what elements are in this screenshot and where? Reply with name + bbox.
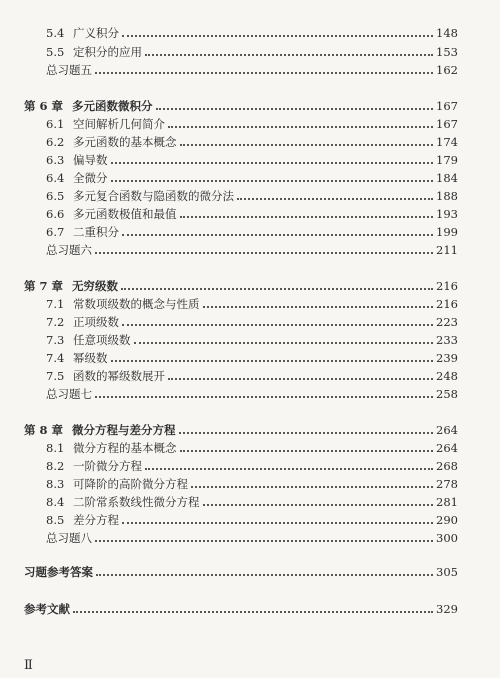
dot-leader [134,342,434,344]
dot-leader [111,162,434,164]
entry-number: 8.1 [46,441,65,455]
toc-section-entry [46,131,458,149]
dot-leader [180,144,434,146]
entry-number: 6.3 [46,153,65,167]
entry-page-number: 153 [436,45,458,59]
entry-number: 7.2 [46,315,65,329]
entry-number: 8.4 [46,495,65,509]
entry-title: 广义积分 [73,26,119,40]
entry-page-number: 281 [436,495,458,509]
toc-exercise-entry [46,239,458,257]
dot-leader [145,468,433,470]
entry-title: 可降阶的高阶微分方程 [73,477,188,491]
toc-section-entry [46,203,458,221]
toc-section-entry [46,509,458,527]
dot-leader [145,54,433,56]
entry-page-number: 258 [436,387,458,401]
entry-number: 8.3 [46,477,65,491]
entry-number: 第 6 章 [24,99,64,113]
entry-page-number: 174 [436,135,458,149]
dot-leader [180,450,434,452]
entry-number: 6.5 [46,189,65,203]
entry-title: 微分方程的基本概念 [73,441,177,455]
dot-leader [121,288,433,290]
dot-leader [122,522,433,524]
entry-page-number: 179 [436,153,458,167]
toc-section-entry [46,167,458,185]
entry-number: 8.2 [46,459,65,473]
toc-section-entry [46,329,458,347]
entry-number: 8.5 [46,513,65,527]
dot-leader [156,108,434,110]
dot-leader [191,486,433,488]
entry-page-number: 216 [436,279,458,293]
entry-number: 6.1 [46,117,65,131]
dot-leader [237,198,433,200]
dot-leader [111,360,434,362]
entry-title: 无穷级数 [72,279,118,293]
dot-leader [95,396,433,398]
toc-chapter-entry [24,95,458,113]
toc-section-entry [46,473,458,491]
entry-number: 6.6 [46,207,65,221]
entry-number: 7.5 [46,369,65,383]
entry-page-number: 233 [436,333,458,347]
toc-section-entry [46,365,458,383]
entry-page-number: 167 [436,117,458,131]
entry-number: 6.2 [46,135,65,149]
dot-leader [95,72,433,74]
entry-page-number: 290 [436,513,458,527]
entry-title: 函数的幂级数展开 [73,369,165,383]
entry-title: 全微分 [73,171,108,185]
entry-page-number: 184 [436,171,458,185]
entry-title: 正项级数 [73,315,119,329]
entry-page-number: 188 [436,189,458,203]
entry-page-number: 248 [436,369,458,383]
toc-section-entry [46,455,458,473]
entry-title: 多元复合函数与隐函数的微分法 [73,189,234,203]
entry-title: 习题参考答案 [24,565,93,579]
entry-page-number: 239 [436,351,458,365]
entry-title: 参考文献 [24,602,70,616]
entry-page-number: 199 [436,225,458,239]
dot-leader [180,216,434,218]
entry-page-number: 162 [436,63,458,77]
entry-number: 6.7 [46,225,65,239]
entry-title: 常数项级数的概念与性质 [73,297,200,311]
entry-number: 6.4 [46,171,65,185]
entry-page-number: 264 [436,423,458,437]
entry-page-number: 329 [436,602,458,616]
dot-leader [111,180,434,182]
entry-number: 第 7 章 [24,279,64,293]
entry-page-number: 216 [436,297,458,311]
dot-leader [96,574,433,576]
dot-leader [122,324,433,326]
toc-chapter-entry [24,419,458,437]
dot-leader [122,234,433,236]
entry-page-number: 305 [436,565,458,579]
entry-title: 任意项级数 [73,333,131,347]
toc-section-entry [46,311,458,329]
toc-chapter-entry [24,275,458,293]
dot-leader [73,611,433,613]
toc-section-entry [46,491,458,509]
entry-title: 微分方程与差分方程 [72,423,176,437]
toc-section-entry [46,41,458,59]
entry-page-number: 300 [436,531,458,545]
toc-section-entry [46,221,458,239]
toc-section-entry [46,149,458,167]
dot-leader [122,35,433,37]
toc-section-entry [46,347,458,365]
toc-section-entry [46,437,458,455]
entry-title: 总习题七 [46,387,92,401]
entry-number: 7.1 [46,297,65,311]
dot-leader [95,540,433,542]
entry-title: 多元函数的基本概念 [73,135,177,149]
toc-section-entry [46,293,458,311]
entry-page-number: 278 [436,477,458,491]
entry-number: 7.3 [46,333,65,347]
entry-title: 偏导数 [73,153,108,167]
entry-page-number: 268 [436,459,458,473]
entry-page-number: 264 [436,441,458,455]
entry-page-number: 223 [436,315,458,329]
page-numeral: Ⅱ [24,658,33,673]
dot-leader [168,126,433,128]
dot-leader [95,252,433,254]
toc-exercise-entry [46,527,458,545]
dot-leader [203,306,434,308]
entry-number: 7.4 [46,351,65,365]
entry-title: 幂级数 [73,351,108,365]
dot-leader [203,504,434,506]
entry-page-number: 167 [436,99,458,113]
entry-title: 总习题八 [46,531,92,545]
toc-exercise-entry [46,59,458,77]
entry-title: 总习题五 [46,63,92,77]
toc-chapter-entry [24,561,458,579]
entry-page-number: 148 [436,26,458,40]
entry-title: 多元函数极值和最值 [73,207,177,221]
entry-page-number: 211 [436,243,458,257]
entry-title: 空间解析几何简介 [73,117,165,131]
entry-title: 二重积分 [73,225,119,239]
entry-title: 一阶微分方程 [73,459,142,473]
toc-exercise-entry [46,383,458,401]
entry-title: 总习题六 [46,243,92,257]
toc-section-entry [46,22,458,40]
toc-chapter-entry [24,598,458,616]
entry-title: 多元函数微积分 [72,99,153,113]
toc-section-entry [46,113,458,131]
entry-page-number: 193 [436,207,458,221]
dot-leader [179,432,434,434]
entry-title: 二阶常系数线性微分方程 [73,495,200,509]
entry-title: 定积分的应用 [73,45,142,59]
entry-title: 差分方程 [73,513,119,527]
entry-number: 第 8 章 [24,423,64,437]
dot-leader [168,378,433,380]
entry-number: 5.4 [46,26,65,40]
toc-section-entry [46,185,458,203]
entry-number: 5.5 [46,45,65,59]
